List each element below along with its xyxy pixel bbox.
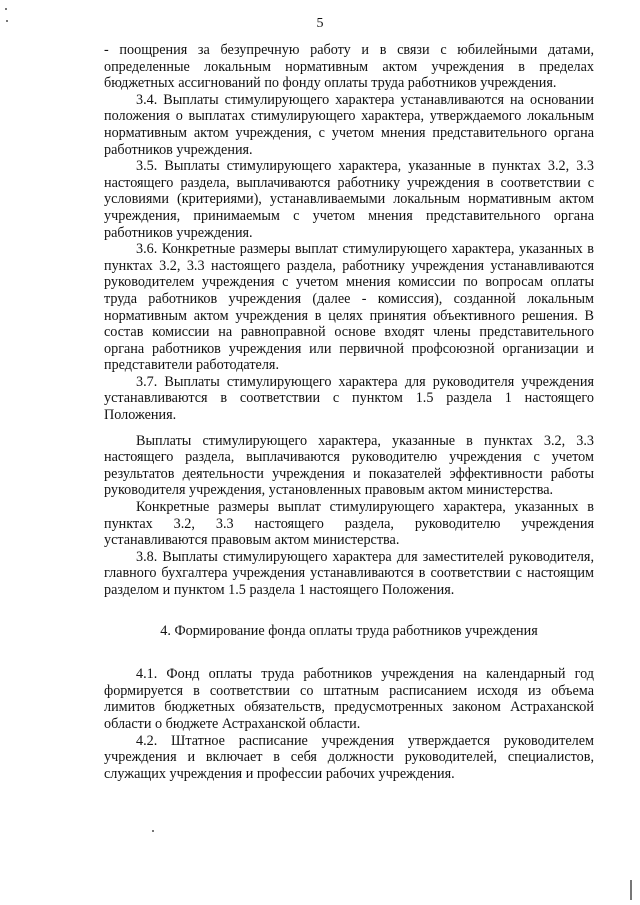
paragraph-incentive-list-item: - поощрения за безупречную работу и в связи с юбилейными датами, определенные локальным нормативным актом учреждения в пределах бюджетных ассигнований по фонду оплаты труда работников учреждения.	[104, 42, 594, 92]
scan-speck	[5, 8, 7, 10]
scan-edge-mark	[630, 880, 632, 900]
paragraph-4-1: 4.1. Фонд оплаты труда работников учреждения на календарный год формируется в соответствии со штатным расписанием исходя из объема лимитов бюджетных обязательств, предусмотренных законом Астраханской области о бюджете Астраханской области.	[104, 666, 594, 732]
paragraph-3-7-head-payments: Выплаты стимулирующего характера, указанные в пунктах 3.2, 3.3 настоящего раздела, выплачиваются руководителю учреждения с учетом результатов деятельности учреждения и показателей эффективности работы руководителя учреждения, установленных правовым актом министерства.	[104, 432, 594, 499]
paragraph-3-8: 3.8. Выплаты стимулирующего характера для заместителей руководителя, главного бухгалтера учреждения устанавливаются в соответствии с настоящим разделом и пунктом 1.5 раздела 1 настоящего Положения.	[104, 548, 594, 598]
paragraph-3-4: 3.4. Выплаты стимулирующего характера устанавливаются на основании положения о выплатах стимулирующего характера, утверждаемого локальным нормативным актом учреждения, с учетом мнения представительного органа работников учреждения.	[104, 91, 594, 158]
document-body	[104, 42, 594, 782]
paragraph-3-6: 3.6. Конкретные размеры выплат стимулирующего характера, указанных в пунктах 3.2, 3.3 настоящего раздела, работнику учреждения устанавливаются руководителем учреждения с учетом мнения комиссии по вопросам оплаты труда работников учреждения (далее - комиссия), созданной локальным нормативным актом учреждения в целях принятия объективного решения. В состав комиссии на равноправной основе входят члены представительного органа работников учреждения или первичной профсоюзной организации и представители работодателя.	[104, 241, 594, 374]
paragraph-3-5: 3.5. Выплаты стимулирующего характера, указанные в пунктах 3.2, 3.3 настоящего раздела, выплачиваются работнику учреждения в соответствии с условиями (критериями), устанавливаемыми локальным нормативным актом учреждения, принимаемым с учетом мнения представительного органа работников учреждения.	[104, 158, 594, 241]
paragraph-3-7: 3.7. Выплаты стимулирующего характера для руководителя учреждения устанавливаются в соответствии с пунктом 1.5 раздела 1 настоящего Положения.	[104, 373, 594, 424]
paragraph-3-7-head-amounts: Конкретные размеры выплат стимулирующего характера, указанных в пунктах 3.2, 3.3 настоящего раздела, руководителю учреждения устанавливаются правовым актом министерства.	[104, 499, 594, 549]
scan-speck	[152, 830, 154, 832]
scan-speck	[6, 20, 8, 22]
section-heading-4: 4. Формирование фонда оплаты труда работников учреждения	[160, 622, 538, 639]
page-number: 5	[316, 16, 324, 31]
paragraph-4-2: 4.2. Штатное расписание учреждения утверждается руководителем учреждения и включает в себя должности руководителей, специалистов, служащих учреждения и профессии рабочих учреждения.	[104, 732, 594, 782]
